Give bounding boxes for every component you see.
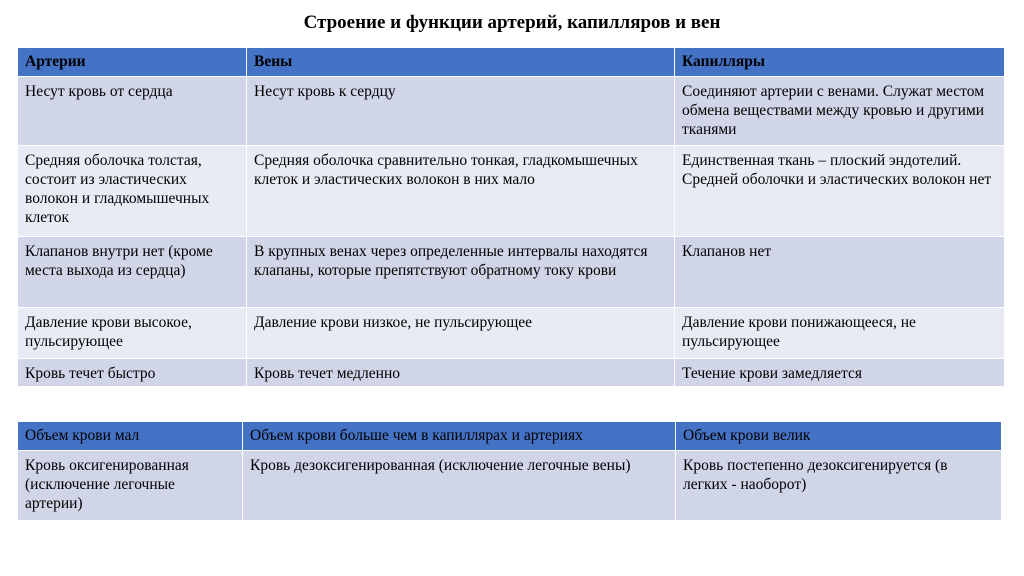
table-row [18, 237, 1005, 308]
table-cell: Кровь постепенно дезоксигенируется (в легких - наоборот) [676, 451, 1002, 521]
table-cell: Клапанов внутри нет (кроме места выхода из сердца) [18, 237, 247, 308]
table-row [18, 146, 1005, 237]
table-cell: Средняя оболочка сравнительно тонкая, гладкомышечных клеток и эластических волокон в них мало [247, 146, 675, 237]
table-row [18, 77, 1005, 146]
table-header-row [18, 422, 1002, 451]
table-cell: Соединяют артерии с венами. Служат местом обмена веществами между кровью и другими тканями [675, 77, 1005, 146]
table-cell: Кровь дезоксигенированная (исключение легочные вены) [243, 451, 676, 521]
header-arteries: Артерии [18, 48, 247, 77]
table-cell: Несут кровь к сердцу [247, 77, 675, 146]
table-cell: Клапанов нет [675, 237, 1005, 308]
page-title: Строение и функции артерий, капилляров и вен [303, 12, 721, 33]
table-header-row [18, 48, 1005, 77]
table-cell: Единственная ткань – плоский эндотелий. Средней оболочки и эластических волокон нет [675, 146, 1005, 237]
table-cell: Давление крови понижающееся, не пульсирующее [675, 308, 1005, 359]
table-cell: Давление крови высокое, пульсирующее [18, 308, 247, 359]
table-row [18, 451, 1002, 521]
table-cell: В крупных венах через определенные интервалы находятся клапаны, которые препятствуют обратному току крови [247, 237, 675, 308]
table-row [18, 359, 1005, 387]
header-volume-large: Объем крови велик [676, 422, 1002, 451]
table-cell: Кровь течет быстро [18, 359, 247, 387]
header-volume-medium: Объем крови больше чем в капиллярах и артериях [243, 422, 676, 451]
header-volume-small: Объем крови мал [18, 422, 243, 451]
table-cell: Течение крови замедляется [675, 359, 1005, 387]
table-row [18, 308, 1005, 359]
vessels-comparison-table [17, 47, 1005, 387]
header-capillaries: Капилляры [675, 48, 1005, 77]
blood-volume-table [17, 421, 1002, 521]
table-cell: Кровь течет медленно [247, 359, 675, 387]
table-cell: Несут кровь от сердца [18, 77, 247, 146]
table-cell: Давление крови низкое, не пульсирующее [247, 308, 675, 359]
table-cell: Средняя оболочка толстая, состоит из эластических волокон и гладкомышечных клеток [18, 146, 247, 237]
table-cell: Кровь оксигенированная (исключение легочные артерии) [18, 451, 243, 521]
header-veins: Вены [247, 48, 675, 77]
